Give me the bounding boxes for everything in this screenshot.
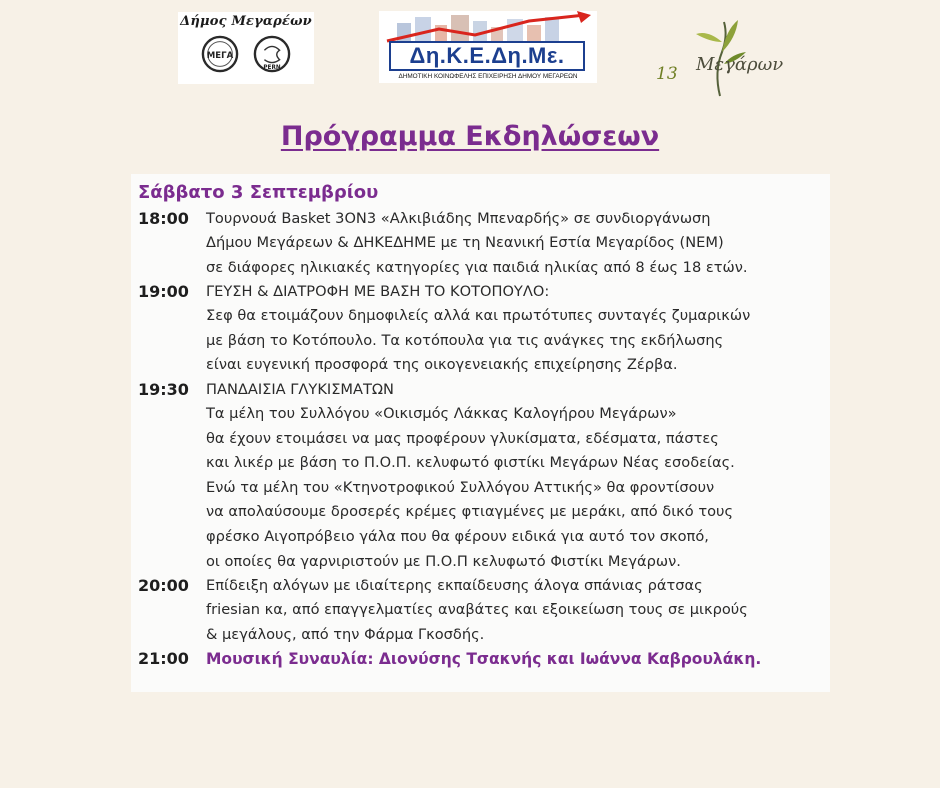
event-line: Τα μέλη του Συλλόγου «Οικισμός Λάκκας Καλογήρου Μεγάρων» — [206, 404, 677, 422]
event-line: Ενώ τα μέλη του «Κτηνοτροφικού Συλλόγου Αττικής» θα φροντίσουν — [206, 478, 715, 496]
event-2000 — [138, 574, 830, 647]
coin-row — [178, 35, 314, 73]
dikedime-subtitle: ΔΗΜΟΤΙΚΗ ΚΟΙΝΩΦΕΛΗΣ ΕΠΙΧΕΙΡΗΣΗ ΔΗΜΟΥ ΜΕΓΑΡΕΩΝ — [398, 73, 578, 80]
event-line: θα έχουν ετοιμάσει να μας προφέρουν γλυκίσματα, εδέσματα, πάστες — [206, 429, 719, 447]
event-line: friesian κα, από επαγγελματίες αναβάτες και εξοικείωση τους σε μικρούς — [206, 601, 748, 619]
program-panel — [131, 174, 830, 692]
event-line: Επίδειξη αλόγων με ιδιαίτερης εκπαίδευσης άλογα σπάνιας ράτσας — [206, 577, 703, 595]
event-time: 21:00 — [138, 649, 189, 669]
event-line: να απολαύσουμε δροσερές κρέμες φτιαγμένες με μεράκι, από δικό τους — [206, 503, 734, 521]
event-line: φρέσκο Αιγοπρόβειο γάλα που θα φέρουν ειδικά για αυτό τον σκοπό, — [206, 527, 709, 545]
event-line: Τουρνουά Basket 3ON3 «Αλκιβιάδης Μπεναρδής» σε συνδιοργάνωση — [206, 210, 711, 227]
event-line: Μουσική Συναυλία: Διονύσης Τσακνής και Ιωάννα Καβρουλάκη. — [206, 650, 762, 669]
festival-name: Μεγάρων — [696, 54, 784, 75]
event-description — [206, 207, 830, 280]
event-line: ΠΑΝΔΑΙΣΙΑ ΓΛΥΚΙΣΜΑΤΩΝ — [206, 380, 394, 398]
festival-number: 13 — [656, 64, 678, 84]
event-time: 19:00 — [138, 282, 189, 302]
event-line: σε διάφορες ηλικιακές κατηγορίες για παιδιά ηλικίας από 8 έως 18 ετών. — [206, 258, 748, 276]
event-time: 19:30 — [138, 379, 189, 399]
coin-left-text: ΜΕΓΑ — [206, 50, 234, 61]
event-2100 — [138, 647, 830, 671]
event-description — [206, 280, 830, 378]
event-line: Σεφ θα ετοιμάζουν δημοφιλείς αλλά και πρωτότυπες συνταγές ζυμαρικών — [206, 307, 751, 325]
event-line: οι οποίες θα γαρνιριστούν με Π.Ο.Π κελυφωτό Φιστίκι Μεγάρων. — [206, 552, 681, 570]
event-description — [206, 378, 830, 574]
dikedime-logo — [379, 11, 597, 83]
coin-left-icon — [201, 35, 239, 73]
logo-bar — [0, 0, 940, 100]
event-line: είναι ευγενική προσφορά της οικογενειακής επιχείρησης Ζέρβα. — [206, 356, 678, 374]
event-1930 — [138, 378, 830, 574]
coin-right-icon — [253, 35, 291, 73]
event-1900 — [138, 280, 830, 378]
event-line: ΓΕΥΣΗ & ΔΙΑΤΡΟΦΗ ΜΕ ΒΑΣΗ ΤΟ ΚΟΤΟΠΟΥΛΟ: — [206, 283, 550, 301]
event-line: με βάση το Κοτόπουλο. Τα κοτόπουλα για τις ανάγκες της εκδήλωσης — [206, 331, 724, 349]
coin-right-text: PERN — [263, 65, 281, 72]
day-heading: Σάββατο 3 Σεπτεμβρίου — [138, 182, 379, 203]
page-title: Πρόγραμμα Εκδηλώσεων — [280, 121, 660, 152]
dikedime-name: Δη.Κ.Ε.Δη.Με. — [389, 41, 585, 71]
festival-logo — [650, 12, 800, 98]
municipality-logo — [178, 12, 314, 84]
event-1800 — [138, 207, 830, 280]
event-time: 18:00 — [138, 209, 189, 228]
event-line: και λικέρ με βάση το Π.Ο.Π. κελυφωτό φιστίκι Μεγάρων Νέας εσοδείας. — [206, 454, 735, 472]
event-line: Δήμου Μεγάρεων & ΔΗΚΕΔΗΜΕ με τη Νεανική Εστία Μεγαρίδος (ΝΕΜ) — [206, 234, 724, 251]
event-description — [206, 574, 830, 647]
municipality-logo-title: Δήμος Μεγαρέων — [180, 14, 312, 29]
event-time: 20:00 — [138, 576, 189, 596]
event-description — [206, 647, 830, 671]
event-line: & μεγάλους, από την Φάρμα Γκοσδής. — [206, 625, 485, 643]
